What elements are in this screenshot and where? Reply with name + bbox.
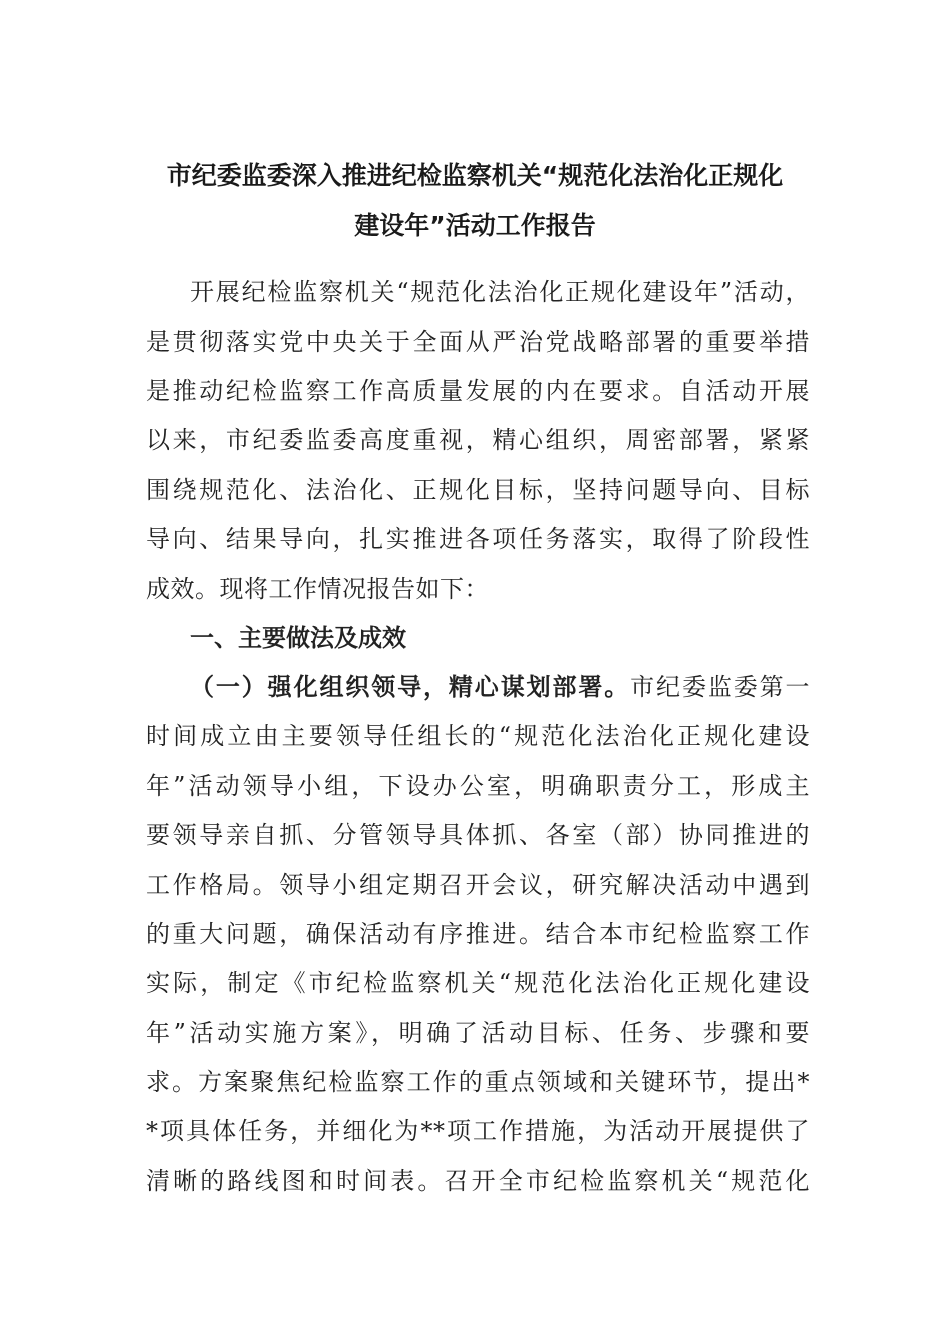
body-line: 时间成立由主要领导任组长的“规范化法治化正规化建设 xyxy=(146,722,810,750)
body-line: 清晰的路线图和时间表。召开全市纪检监察机关“规范化 xyxy=(146,1167,810,1195)
intro-line: 成效。现将工作情况报告如下： xyxy=(146,575,489,603)
subsection-first-line xyxy=(190,671,810,703)
body-line: 实际，制定《市纪检监察机关“规范化法治化正规化建设 xyxy=(146,969,810,997)
intro-line: 以来，市纪委监委高度重视，精心组织，周密部署，紧紧 xyxy=(146,426,810,454)
intro-line: 围绕规范化、法治化、正规化目标，坚持问题导向、目标 xyxy=(146,476,810,504)
intro-line: 是推动纪检监察工作高质量发展的内在要求。自活动开展 xyxy=(146,377,810,405)
body-line: 要领导亲自抓、分管领导具体抓、各室（部）协同推进的 xyxy=(146,821,810,849)
subsection-first-text: 市纪委监委第一 xyxy=(630,673,811,701)
body-line: 的重大问题，确保活动有序推进。结合本市纪检监察工作 xyxy=(146,920,810,948)
body-line: 年”活动实施方案》，明确了活动目标、任务、步骤和要 xyxy=(146,1019,810,1047)
body-line: 求。方案聚焦纪检监察工作的重点领域和关键环节，提出* xyxy=(146,1068,810,1096)
intro-line: 导向、结果导向，扎实推进各项任务落实，取得了阶段性 xyxy=(146,525,810,553)
body-line: 年”活动领导小组，下设办公室，明确职责分工，形成主 xyxy=(146,772,810,800)
body-line: 工作格局。领导小组定期召开会议，研究解决活动中遇到 xyxy=(146,871,810,899)
section-heading: 一、主要做法及成效 xyxy=(190,624,406,652)
document-title-line-2: 建设年”活动工作报告 xyxy=(354,211,596,240)
body-line: *项具体任务，并细化为**项工作措施，为活动开展提供了 xyxy=(146,1117,810,1145)
document-title-line-1: 市纪委监委深入推进纪检监察机关“规范化法治化正规化 xyxy=(166,161,784,190)
intro-line: 是贯彻落实党中央关于全面从严治党战略部署的重要举措 xyxy=(146,328,810,356)
intro-line: 开展纪检监察机关“规范化法治化正规化建设年”活动， xyxy=(190,278,810,306)
subsection-heading: （一）强化组织领导，精心谋划部署。 xyxy=(190,673,631,701)
